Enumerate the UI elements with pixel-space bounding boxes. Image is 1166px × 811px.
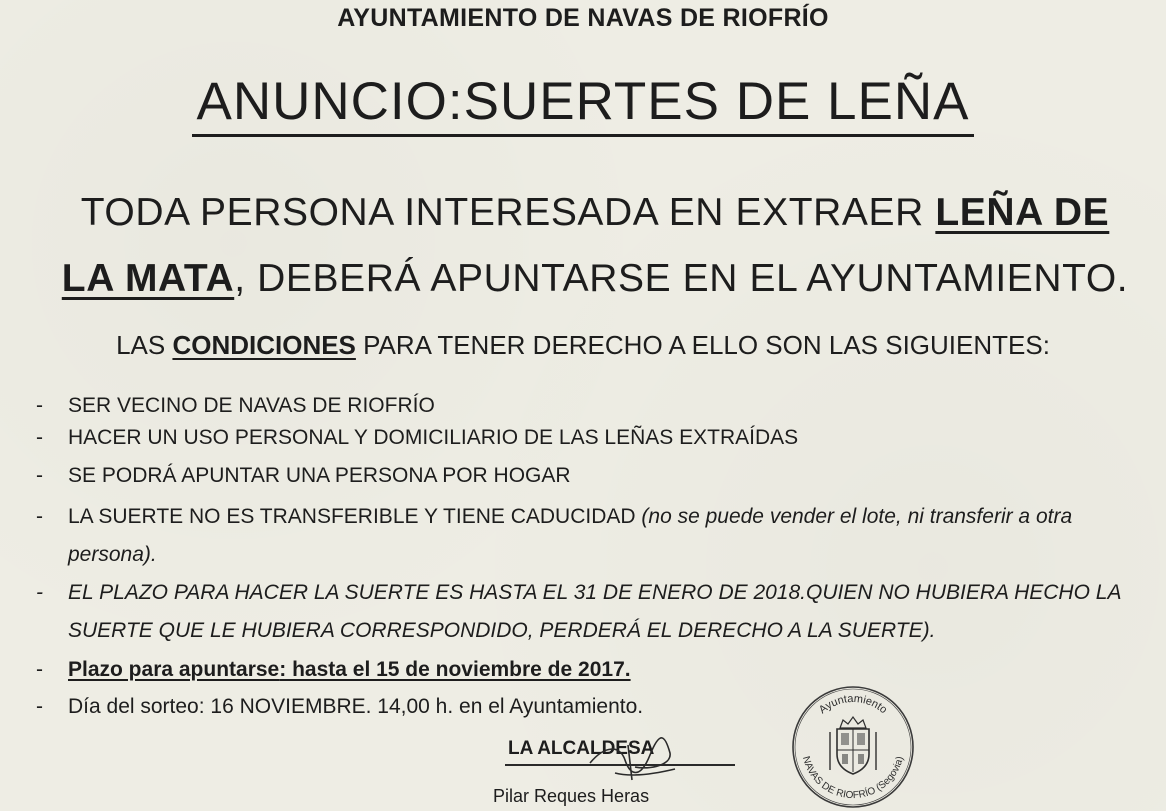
lead-paragraph — [50, 180, 1140, 312]
conditions-before: LAS — [116, 330, 173, 360]
conditions-emphasis: CONDICIONES — [172, 330, 356, 360]
signature-scribble — [580, 725, 690, 785]
deadline-value: : hasta el 15 de noviembre de 2017. — [279, 658, 631, 681]
municipality-header: AYUNTAMIENTO DE NAVAS DE RIOFRÍO — [337, 4, 829, 32]
list-item — [36, 498, 1146, 574]
conditions-list — [36, 390, 1146, 724]
bullet-dash: - — [36, 426, 43, 449]
list-item — [36, 574, 1146, 650]
bullet-dash: - — [36, 658, 43, 681]
bullet-dash: - — [36, 464, 43, 487]
list-item — [36, 390, 1146, 422]
signer-name: Pilar Reques Heras — [493, 786, 650, 806]
bullet-dash: - — [36, 505, 43, 528]
lead-part2: , DEBERÁ APUNTARSE EN EL AYUNTAMIENTO. — [234, 257, 1129, 300]
list-item — [36, 422, 1146, 454]
conditions-after: PARA TENER DERECHO A ELLO SON LAS SIGUIENTES: — [355, 330, 1050, 360]
announcement-title-wrap — [0, 70, 1166, 137]
item-note: (no se puede vender el lote, ni transferir a otra persona). — [68, 505, 1073, 566]
item-text: Día del sorteo: 16 NOVIEMBRE. 14,00 h. en el Ayuntamiento. — [68, 695, 644, 718]
conditions-intro — [0, 330, 1166, 361]
bullet-dash: - — [36, 581, 43, 604]
lead-emphasis: LEÑA DE LA MATA — [61, 191, 1110, 300]
seal-bottom-text: NAVAS DE RIOFRÍO (Segovia) — [800, 755, 906, 802]
list-item — [36, 690, 1146, 724]
item-text: SER VECINO DE NAVAS DE RIOFRÍO — [68, 394, 435, 417]
municipal-seal — [790, 684, 916, 810]
bullet-dash: - — [36, 695, 43, 718]
item-text: SE PODRÁ APUNTAR UNA PERSONA POR HOGAR — [68, 464, 571, 487]
lead-part1: TODA PERSONA INTERESADA EN EXTRAER — [80, 191, 936, 234]
signature-title: LA ALCALDESA — [508, 738, 655, 759]
item-text: HACER UN USO PERSONAL Y DOMICILIARIO DE LAS LEÑAS EXTRAÍDAS — [68, 426, 799, 449]
bullet-dash: - — [36, 394, 43, 417]
item-text: LA SUERTE NO ES TRANSFERIBLE Y TIENE CADUCIDAD — [68, 505, 642, 528]
list-item — [36, 454, 1146, 498]
item-text: EL PLAZO PARA HACER LA SUERTE ES HASTA EL 31 DE ENERO DE 2018.QUIEN NO HUBIERA HECHO LA SUERTE QUE LE HUBIERA CORRESPONDIDO, PERDERÁ EL DERECHO A LA SUERTE). — [68, 581, 1121, 642]
announcement-title: ANUNCIO:SUERTES DE LEÑA — [192, 70, 973, 137]
deadline-label: Plazo para apuntarse — [68, 658, 280, 681]
seal-top-text: Ayuntamiento — [816, 692, 890, 717]
coat-of-arms-icon — [830, 717, 876, 774]
list-item — [36, 650, 1146, 690]
